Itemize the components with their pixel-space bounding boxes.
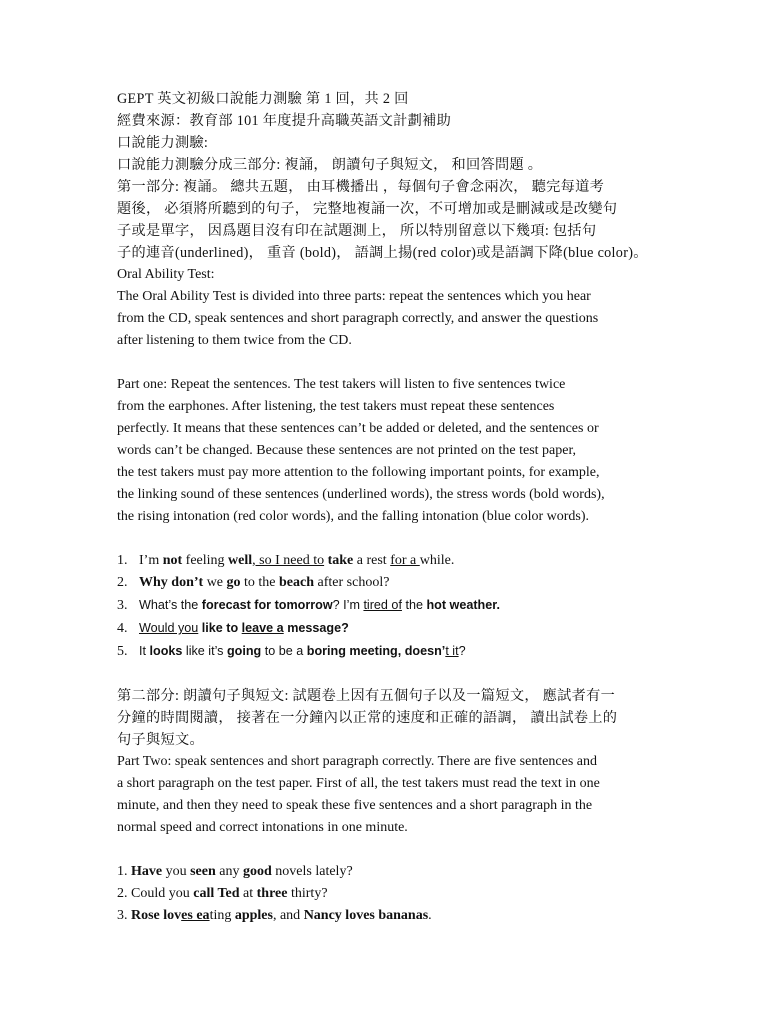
section-label: 口說能力測驗: (117, 135, 209, 151)
sentence-item: 2. Why don’t we go to the beach after school? (117, 575, 390, 590)
part1-en-line: from the earphones. After listening, the test takers must repeat these sentences (117, 399, 555, 414)
part1-en-line: Part one: Repeat the sentences. The test takers will listen to five sentences twice (117, 377, 566, 392)
oral-desc-line: after listening to them twice from the CD. (117, 333, 352, 348)
oral-title: Oral Ability Test: (117, 267, 215, 282)
part1-zh-line: 子或是單字， 因爲題目沒有印在試題測上， 所以特別留意以下幾項: 包括句 (117, 223, 597, 239)
part1-zh-line: 子的連音(underlined)， 重音 (bold)， 語調上揚(red color)或是語調下降(blue color)。 (117, 245, 648, 261)
part2-en-line: Part Two: speak sentences and short paragraph correctly. There are five sentences and (117, 754, 598, 769)
part1-en-line: words can’t be changed. Because these sentences are not printed on the test paper, (117, 443, 577, 458)
sentence-item: 3. Rose loves eating apples, and Nancy loves bananas. (117, 908, 432, 923)
part1-zh-line: 題後， 必須將所聽到的句子， 完整地複誦一次，不可增加或是刪減或是改變句 (117, 201, 618, 217)
sentence-item: 5. It looks like it’s going to be a boring meeting, doesn’t it? (117, 644, 466, 659)
sentence-item: 1. Have you seen any good novels lately? (117, 864, 353, 879)
part2-en-line: normal speed and correct intonations in one minute. (117, 820, 408, 835)
oral-desc-line: The Oral Ability Test is divided into three parts: repeat the sentences which you hear (117, 289, 591, 304)
sentence-item: 1. I’m not feeling well, so I need to take a rest for a while. (117, 553, 455, 568)
document-page (117, 88, 657, 927)
sentence-item: 4. Would you like to leave a message? (117, 621, 349, 636)
part1-zh-line: 第一部分: 複誦。 總共五題， 由耳機播出 ，每個句子會念兩次， 聽完每道考 (117, 179, 605, 195)
part2-zh-line: 第二部分: 朗讀句子與短文: 試題卷上因有五個句子以及一篇短文， 應試者有一 (117, 688, 616, 704)
sentence-item: 3. What’s the forecast for tomorrow? I’m tired of the hot weather. (117, 598, 500, 613)
parts-intro: 口說能力測驗分成三部分: 複誦， 朗讀句子與短文， 和回答問題 。 (117, 157, 543, 173)
sentence-item: 2. Could you call Ted at three thirty? (117, 886, 328, 901)
part1-en-line: the rising intonation (red color words), and the falling intonation (blue color words). (117, 509, 590, 524)
doc-title: GEPT 英文初級口說能力測驗 第 1 回，共 2 回 (117, 91, 409, 107)
part1-en-line: perfectly. It means that these sentences can’t be added or deleted, and the sentences or (117, 421, 599, 436)
part2-en-line: a short paragraph on the test paper. First of all, the test takers must read the text in one (117, 776, 600, 791)
oral-desc-line: from the CD, speak sentences and short paragraph correctly, and answer the questions (117, 311, 599, 326)
part1-en-line: the test takers must pay more attention to the following important points, for example, (117, 465, 600, 480)
part2-en-line: minute, and then they need to speak these five sentences and a short paragraph in the (117, 798, 593, 813)
part2-zh-line: 分鐘的時間閱讀， 接著在一分鐘內以正常的速度和正確的語調， 讀出試卷上的 (117, 710, 618, 726)
part2-zh-line: 句子與短文。 (117, 732, 204, 748)
part1-en-line: the linking sound of these sentences (underlined words), the stress words (bold words), (117, 487, 605, 502)
funding-source: 經費來源：教育部 101 年度提升高職英語文計劃補助 (117, 113, 452, 129)
